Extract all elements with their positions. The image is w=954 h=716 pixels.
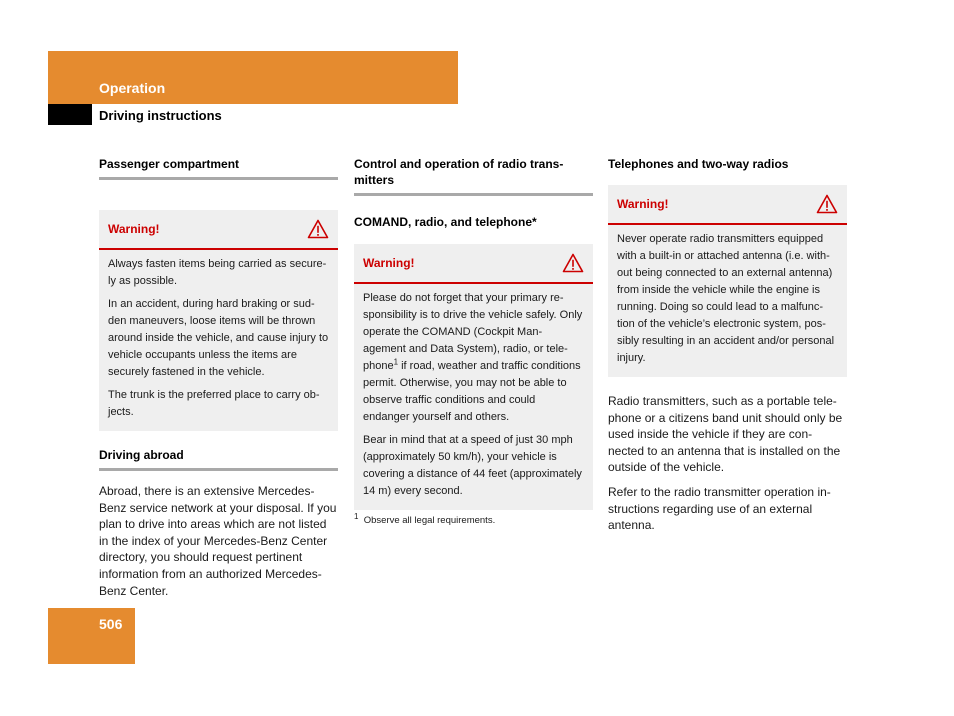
warning-label: Warning!	[363, 256, 415, 270]
warning-box-passenger	[99, 210, 338, 431]
warning-box-comand	[354, 244, 593, 510]
footnote-ref: 1	[393, 357, 399, 367]
radio-transmitters-text: Radio transmitters, such as a portable tele-phone or a citizens band unit should only be used inside the vehicle if they are con-nected to an antenna that is installed on the outside of the vehicle.	[608, 394, 843, 475]
subheading-comand: COMAND, radio, and telephone*	[354, 215, 537, 229]
warning-text: In an accident, during hard braking or sud-den maneuvers, loose items will be thrown around inside the vehicle, and cause injury to vehicle occupants unless the items are securely fastened in the vehicle.	[108, 298, 329, 378]
page-number: 506	[99, 616, 123, 632]
header-tab-marker	[48, 104, 92, 125]
warning-text: The trunk is the preferred place to carry ob-jects.	[108, 389, 320, 418]
warning-label: Warning!	[108, 222, 160, 236]
warning-box-telephones	[608, 185, 847, 377]
warning-text: Bear in mind that at a speed of just 30 mph (approximately 50 km/h), your vehicle is covering a distance of 44 feet (approximately 14 m) every second.	[363, 434, 582, 497]
driving-abroad-text: Abroad, there is an extensive Mercedes-Benz service network at your disposal. If you plan to drive into areas which are not listed in the index of your Mercedes-Benz Center directory, you should request pertinent information from an authorized Mercedes-Benz Center.	[99, 484, 337, 598]
warning-header	[608, 185, 847, 225]
warning-header	[99, 210, 338, 250]
warning-triangle-icon	[307, 219, 329, 239]
warning-label: Warning!	[617, 197, 669, 211]
warning-triangle-icon	[816, 194, 838, 214]
heading-driving-abroad: Driving abroad	[99, 447, 338, 471]
warning-header	[354, 244, 593, 284]
warning-triangle-icon	[562, 253, 584, 273]
warning-text: Always fasten items being carried as secure-ly as possible.	[108, 258, 327, 287]
chapter-subtitle: Driving instructions	[99, 108, 222, 123]
column-2	[354, 156, 593, 527]
section-title: Operation	[99, 80, 166, 96]
radio-transmitters-text: Refer to the radio transmitter operation in-structions regarding use of an external antenna.	[608, 484, 831, 533]
warning-text: Please do not forget that your primary re-sponsibility is to drive the vehicle safely. Only operate the COMAND (Cockpit Man-agement and Data System), radio, or tele-phone$^1$ if road, weather and traffic conditions permit. Otherwise, you may not be able to observe traffic conditions and could endanger yourself and others.	[363, 292, 583, 423]
heading-passenger-compartment: Passenger compartment	[99, 156, 338, 180]
column-3	[608, 156, 847, 542]
footnote: $^1$ Observe all legal requirements.	[354, 511, 496, 526]
warning-text: Never operate radio transmitters equipped with a built-in or attached antenna (i.e. with-out being connected to an external antenna) from inside the vehicle while the engine is running. Doing so could lead to a malfunc-tion of the vehicle’s electronic system, pos-sibly resulting in an accident and/or personal injury.	[617, 233, 835, 364]
heading-telephones: Telephones and two-way radios	[608, 157, 789, 171]
column-1	[99, 156, 338, 607]
heading-radio-transmitters: Control and operation of radio trans-mitters	[354, 156, 593, 196]
